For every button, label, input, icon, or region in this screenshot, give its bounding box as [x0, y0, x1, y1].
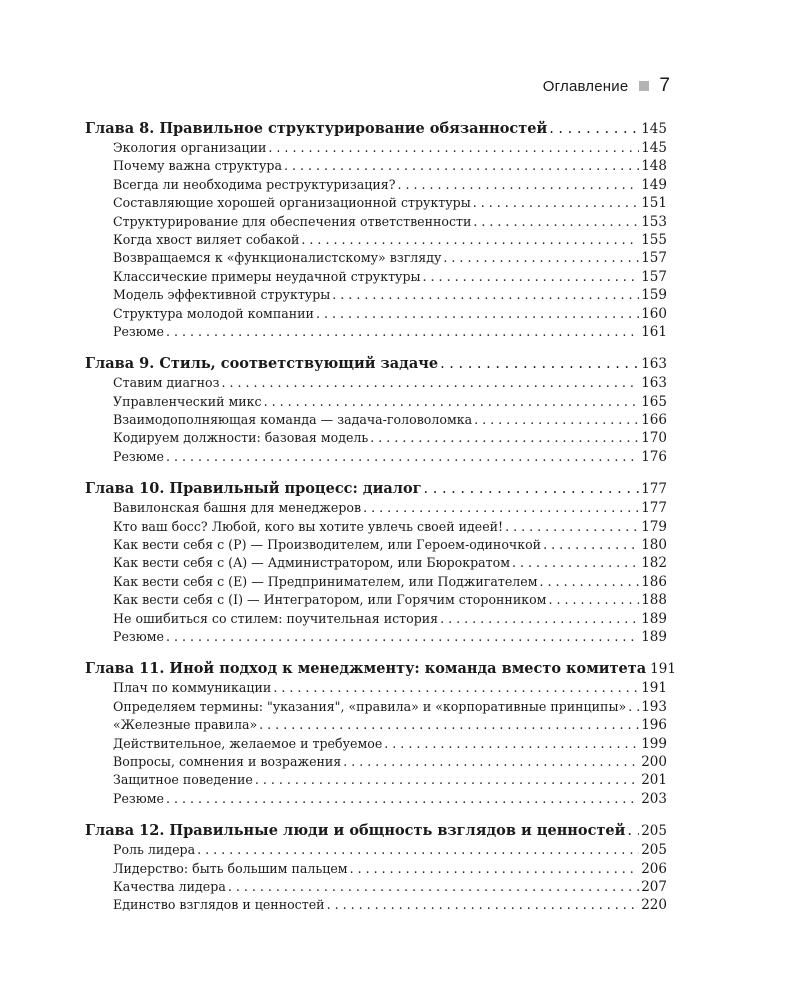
dot-leader [627, 821, 639, 842]
section-entry-title: Единство взглядов и ценностей [113, 897, 325, 913]
chapter-entry-page: 177 [641, 481, 667, 498]
section-entry [85, 323, 667, 341]
chapter-entry [85, 353, 667, 374]
section-entry-title: Структура молодой компании [113, 305, 314, 321]
section-entry [85, 268, 667, 286]
chapter-entry-page: 191 [650, 661, 676, 678]
section-entry-title: Почему важна структура [113, 158, 282, 174]
section-entry [85, 698, 667, 716]
section-entry-page: 151 [641, 195, 667, 212]
section-entry [85, 157, 667, 175]
section-entry-title: Качества лидера [113, 878, 226, 894]
section-entry-page: 148 [641, 158, 667, 175]
dot-leader [197, 841, 639, 859]
section-entry [85, 305, 667, 323]
dot-leader [316, 305, 639, 323]
section-entry-page: 159 [641, 287, 667, 304]
section-entry-page: 149 [641, 176, 667, 193]
section-entry-page: 176 [641, 448, 667, 465]
section-entry-title: Классические примеры неудачной структуры [113, 268, 421, 284]
dot-leader [370, 429, 639, 447]
section-entry-title: Как вести себя с (P) — Производителем, или Героем-одиночкой [113, 537, 542, 553]
section-entry-title: Резюме [113, 448, 165, 464]
section-entry-title: Резюме [113, 323, 165, 339]
section-entry-title: Резюме [113, 790, 165, 806]
dot-leader [512, 554, 639, 572]
section-entry-title: Не ошибиться со стилем: поучительная история [113, 610, 439, 626]
chapter-entry-title: Глава 12. Правильные люди и общность взглядов и ценностей [85, 822, 626, 840]
section-entry [85, 249, 667, 267]
dot-leader [505, 518, 639, 536]
section-entry-title: Управленческий микс [113, 393, 262, 409]
dot-leader [440, 354, 639, 375]
section-entry-page: 160 [641, 305, 667, 322]
dot-leader [397, 176, 639, 194]
dot-leader [543, 536, 639, 554]
section-entry-page: 153 [641, 213, 667, 230]
section-entry-title: Действительное, желаемое и требуемое [113, 735, 383, 751]
section-entry [85, 735, 667, 753]
section-entry [85, 679, 667, 697]
dot-leader [327, 896, 640, 914]
chapter-entry [85, 820, 667, 841]
dot-leader [474, 411, 639, 429]
dot-leader [443, 249, 639, 267]
section-entry [85, 841, 667, 859]
section-entry-title: Лидерство: быть большим пальцем [113, 860, 348, 876]
header-square-icon [639, 81, 649, 91]
chapter-entry-page: 163 [641, 356, 667, 373]
section-entry-page: 182 [641, 555, 667, 572]
section-entry-page: 157 [641, 268, 667, 285]
section-entry-page: 205 [641, 842, 667, 859]
dot-leader [628, 698, 639, 716]
section-entry-title: Возвращаемся к «функционалистскому» взгляду [113, 250, 442, 266]
section-entry [85, 286, 667, 304]
section-entry-page: 200 [641, 753, 667, 770]
section-entry [85, 896, 667, 914]
section-entry-page: 170 [641, 430, 667, 447]
section-entry-title: Как вести себя с (I) — Интегратором, или Горячим сторонником [113, 592, 547, 608]
section-entry [85, 573, 667, 591]
dot-leader [540, 573, 640, 591]
dot-leader [384, 735, 639, 753]
section-entry-title: Составляющие хорошей организационной структуры [113, 195, 471, 211]
section-entry-page: 199 [641, 735, 667, 752]
dot-leader [301, 231, 639, 249]
section-entry-title: Взаимодополняющая команда — задача-головоломка [113, 412, 473, 428]
dot-leader [424, 479, 640, 500]
section-entry [85, 213, 667, 231]
section-entry-page: 189 [641, 610, 667, 627]
section-entry [85, 860, 667, 878]
section-entry-title: Вавилонская башня для менеджеров [113, 500, 362, 516]
section-entry [85, 518, 667, 536]
section-entry-page: 203 [641, 790, 667, 807]
chapter-entry-title: Глава 10. Правильный процесс: диалог [85, 480, 422, 498]
section-entry-page: 188 [641, 592, 667, 609]
section-entry-page: 157 [641, 250, 667, 267]
section-entry-title: Защитное поведение [113, 772, 253, 788]
dot-leader [350, 860, 640, 878]
section-entry-title: Экология организации [113, 140, 267, 155]
section-entry-page: 206 [641, 860, 667, 877]
dot-leader [343, 753, 639, 771]
section-entry [85, 790, 667, 808]
chapter-entry-title: Глава 8. Правильное структурирование обязанностей [85, 120, 548, 137]
section-entry-page: 207 [641, 878, 667, 895]
section-entry [85, 448, 667, 466]
section-entry [85, 591, 667, 609]
table-of-contents [85, 118, 676, 927]
section-entry-page: 196 [641, 717, 667, 734]
section-entry-page: 163 [641, 375, 667, 392]
section-entry-title: Как вести себя с (A) — Администратором, или Бюрократом [113, 555, 510, 571]
section-entry-title: Плач по коммуникации [113, 680, 272, 696]
chapter-entry [85, 658, 676, 679]
page-number: 7 [659, 75, 670, 96]
toc-chapter [85, 820, 667, 915]
dot-leader [284, 157, 639, 175]
dot-leader [264, 393, 640, 411]
chapter-entry-page: 145 [641, 121, 667, 137]
section-entry [85, 628, 667, 646]
section-entry-title: Резюме [113, 628, 165, 644]
section-entry [85, 139, 667, 157]
section-entry-title: Как вести себя с (E) — Предпринимателем, или Поджигателем [113, 573, 538, 589]
section-entry-page: 220 [641, 897, 667, 914]
section-entry-page: 191 [641, 680, 667, 697]
page-header [543, 74, 670, 98]
dot-leader [166, 323, 639, 341]
section-entry [85, 429, 667, 447]
dot-leader [268, 139, 639, 157]
chapter-entry [85, 478, 667, 499]
toc-chapter [85, 658, 676, 808]
section-entry-page: 177 [641, 500, 667, 517]
section-entry [85, 374, 667, 392]
section-entry-page: 186 [641, 573, 667, 590]
chapter-entry-title: Глава 11. Иной подход к менеджменту: команда вместо комитета [85, 660, 647, 678]
dot-leader [166, 628, 639, 646]
section-entry [85, 771, 667, 789]
section-entry-title: Кодируем должности: базовая модель [113, 430, 369, 446]
section-entry-title: Модель эффективной структуры [113, 287, 331, 303]
section-entry-page: 180 [641, 537, 667, 554]
dot-leader [549, 119, 639, 140]
chapter-entry [85, 118, 667, 139]
section-entry-page: 189 [641, 628, 667, 645]
section-entry-title: Определяем термины: "указания", «правила» и «корпоративные принципы» [113, 698, 627, 714]
section-entry-title: Структурирование для обеспечения ответственности [113, 213, 472, 229]
section-entry [85, 554, 667, 572]
section-entry-page: 201 [641, 772, 667, 789]
dot-leader [363, 499, 639, 517]
section-entry-title: Когда хвост виляет собакой [113, 231, 300, 247]
dot-leader [166, 448, 639, 466]
section-entry-page: 155 [641, 231, 667, 248]
section-entry-title: Вопросы, сомнения и возражения [113, 753, 342, 769]
section-entry [85, 194, 667, 212]
dot-leader [473, 213, 639, 231]
dot-leader [166, 790, 639, 808]
section-entry [85, 231, 667, 249]
dot-leader [222, 374, 640, 392]
dot-leader [423, 268, 640, 286]
section-entry-title: Кто ваш босс? Любой, кого вы хотите увлечь своей идеей! [113, 518, 504, 534]
section-entry-page: 166 [641, 412, 667, 429]
dot-leader [440, 610, 639, 628]
dot-leader [228, 878, 639, 896]
dot-leader [548, 591, 639, 609]
section-entry [85, 499, 667, 517]
running-header-title: Оглавление [542, 77, 629, 95]
dot-leader [473, 194, 639, 212]
dot-leader [332, 286, 639, 304]
section-entry-page: 161 [641, 323, 667, 340]
section-entry [85, 393, 667, 411]
section-entry-title: Всегда ли необходима реструктуризация? [113, 176, 396, 192]
section-entry [85, 753, 667, 771]
section-entry-page: 179 [641, 518, 667, 535]
chapter-entry-title: Глава 9. Стиль, соответствующий задаче [85, 355, 439, 373]
toc-chapter [85, 118, 667, 341]
section-entry [85, 610, 667, 628]
section-entry [85, 536, 667, 554]
section-entry-title: «Железные правила» [113, 717, 258, 733]
section-entry-page: 145 [641, 140, 667, 156]
dot-leader [255, 771, 639, 789]
section-entry-title: Роль лидера [113, 842, 196, 858]
section-entry [85, 878, 667, 896]
section-entry-page: 193 [641, 698, 667, 715]
section-entry [85, 176, 667, 194]
section-entry-title: Ставим диагноз [113, 375, 220, 391]
toc-chapter [85, 478, 667, 646]
section-entry-page: 165 [641, 393, 667, 410]
dot-leader [273, 679, 639, 697]
toc-chapter [85, 353, 667, 466]
section-entry [85, 411, 667, 429]
section-entry [85, 716, 667, 734]
chapter-entry-page: 205 [641, 823, 667, 840]
dot-leader [259, 716, 639, 734]
